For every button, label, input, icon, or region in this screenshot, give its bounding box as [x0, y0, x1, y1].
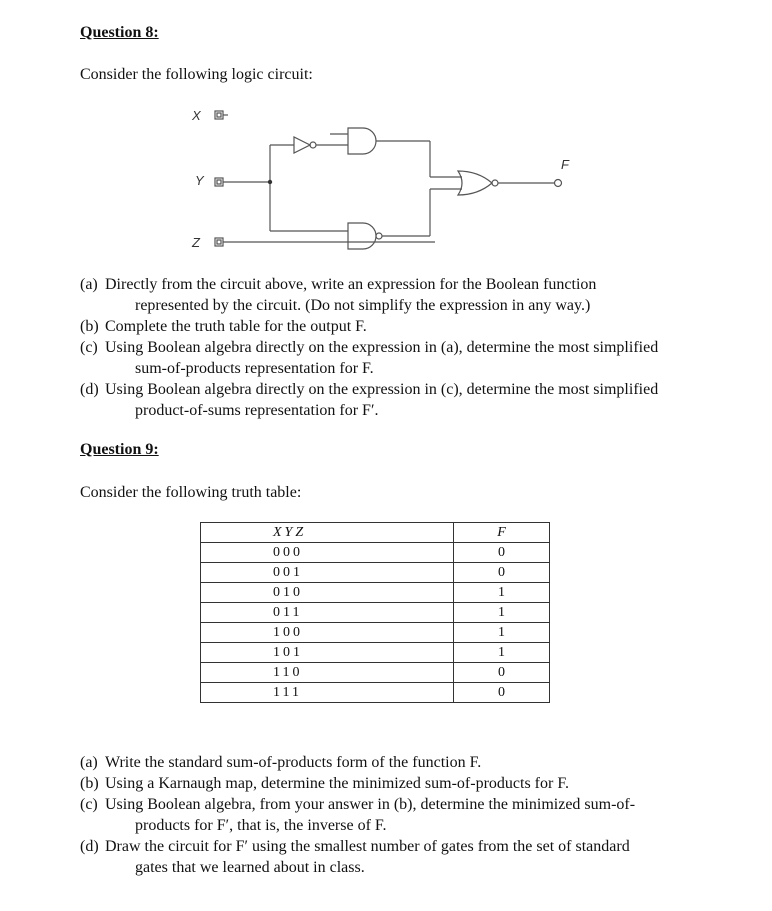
table-cell-input: 001	[201, 563, 454, 583]
table-cell-output: 1	[454, 583, 550, 603]
and-gate	[348, 128, 376, 154]
table-cell-input: 101	[201, 643, 454, 663]
q8-heading: Question 8:	[80, 24, 159, 41]
nor-gate	[458, 171, 492, 195]
q9-part-a: (a) Write the standard sum-of-products form of the function F.	[80, 754, 482, 771]
q9-part-d: (d) Draw the circuit for F′ using the smallest number of gates from the set of standard gates that we learned about in class.	[80, 838, 630, 876]
table-cell-input: 100	[201, 623, 454, 643]
table-row	[201, 543, 550, 563]
q9-part-b: (b) Using a Karnaugh map, determine the minimized sum-of-products for F.	[80, 775, 569, 792]
table-cell-output: 1	[454, 603, 550, 623]
q8-part-c: (c) Using Boolean algebra directly on the expression in (a), determine the most simplified sum-of-products representation for F.	[80, 339, 659, 377]
input-z-label: Z	[192, 235, 200, 250]
table-cell-output: 0	[454, 663, 550, 683]
table-cell-output: 1	[454, 643, 550, 663]
table-row	[201, 563, 550, 583]
table-row	[201, 623, 550, 643]
table-cell-input: 011	[201, 603, 454, 623]
table-cell-output: 1	[454, 623, 550, 643]
q8-intro: Consider the following logic circuit:	[80, 66, 313, 83]
q8-part-d: (d) Using Boolean algebra directly on the expression in (c), determine the most simplified product-of-sums representation for F′.	[80, 381, 659, 419]
truth-table	[200, 522, 550, 703]
table-header-row	[201, 523, 550, 543]
input-x-pin	[215, 111, 223, 119]
q9-heading: Question 9:	[80, 441, 159, 458]
table-cell-output: 0	[454, 563, 550, 583]
output-f-pin	[555, 180, 562, 187]
table-cell-input: 111	[201, 683, 454, 703]
logic-circuit-diagram	[170, 103, 590, 253]
input-z-pin	[215, 238, 223, 246]
q8-part-a: (a) Directly from the circuit above, write an expression for the Boolean function represented by the circuit. (Do not simplify the expression in any way.)	[80, 276, 597, 314]
input-x-label: X	[192, 108, 201, 123]
q9-part-c: (c) Using Boolean algebra, from your answer in (b), determine the minimized sum-of- products for F′, that is, the inverse of F.	[80, 796, 636, 834]
input-y-label: Y	[195, 173, 204, 188]
q8-parts	[80, 274, 750, 421]
table-row	[201, 683, 550, 703]
table-header-xyz: XYZ	[201, 523, 454, 543]
input-y-pin	[215, 178, 223, 186]
table-cell-output: 0	[454, 543, 550, 563]
q8-part-b: (b) Complete the truth table for the output F.	[80, 318, 367, 335]
table-cell-output: 0	[454, 683, 550, 703]
table-row	[201, 643, 550, 663]
nand-gate	[348, 223, 376, 249]
table-cell-input: 000	[201, 543, 454, 563]
table-cell-input: 010	[201, 583, 454, 603]
table-header-f: F	[454, 523, 550, 543]
q9-parts	[80, 752, 750, 878]
table-row	[201, 603, 550, 623]
table-row	[201, 583, 550, 603]
q9-intro: Consider the following truth table:	[80, 484, 302, 501]
output-f-label: F	[561, 157, 569, 172]
table-cell-input: 110	[201, 663, 454, 683]
not-gate	[294, 137, 310, 153]
table-row	[201, 663, 550, 683]
